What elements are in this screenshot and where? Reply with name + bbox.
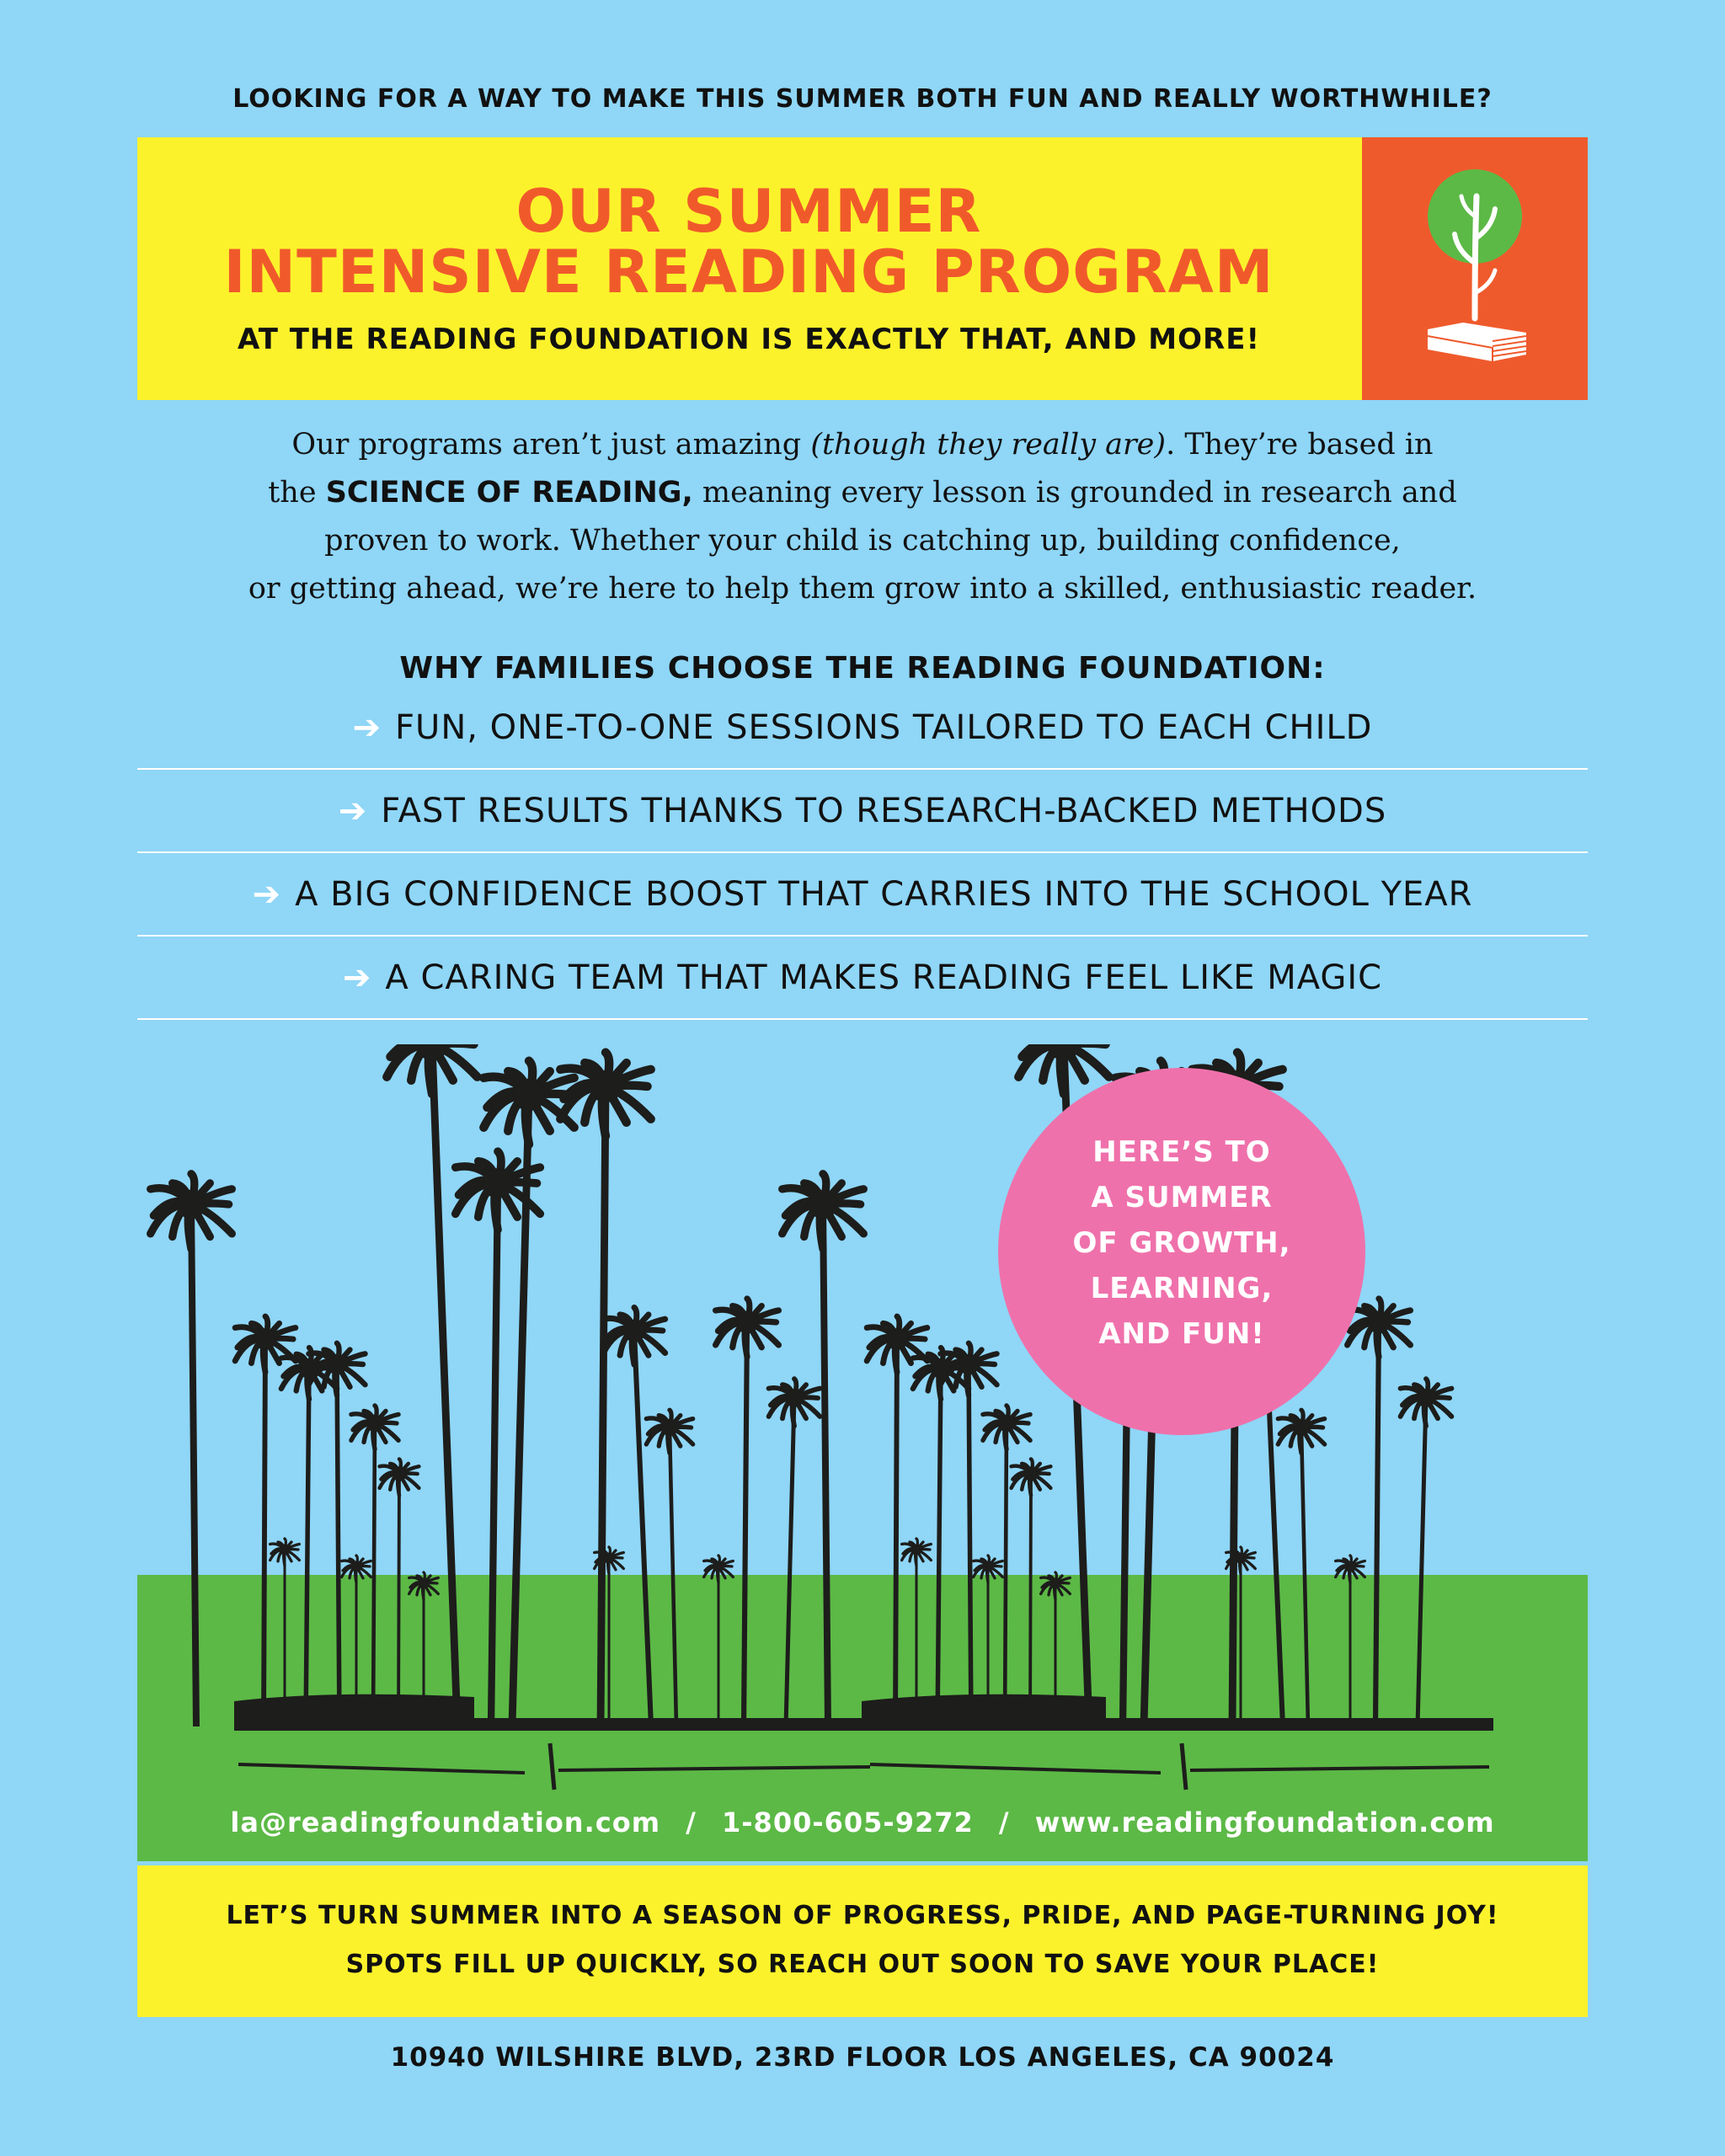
- list-item: ➔ A CARING TEAM THAT MAKES READING FEEL LIKE MAGIC: [137, 937, 1588, 1020]
- top-kicker: LOOKING FOR A WAY TO MAKE THIS SUMMER BOTH FUN AND REALLY WORTHWHILE?: [232, 84, 1493, 114]
- palm-crown: [623, 1320, 644, 1341]
- header-band: [137, 137, 1588, 400]
- palm-crown: [785, 1389, 803, 1406]
- palm-crown: [998, 1415, 1014, 1431]
- footer-band: [137, 1865, 1588, 2017]
- footer-line-1: LET’S TURN SUMMER INTO A SEASON OF PROGRESS, PRIDE, AND PAGE-TURNING JOY!: [226, 1901, 1499, 1930]
- separator: /: [686, 1806, 697, 1838]
- palm-trunk: [969, 1364, 971, 1726]
- palm-crown: [1050, 1578, 1060, 1588]
- header-subtitle: AT THE READING FOUNDATION IS EXACTLY THAT, AND MORE!: [238, 323, 1260, 356]
- phone-link[interactable]: 1-800-605-9272: [722, 1806, 974, 1838]
- palm-crown: [255, 1329, 276, 1350]
- list-item: ➔ FAST RESULTS THANKS TO RESEARCH-BACKED METHODS: [137, 770, 1588, 853]
- palm-crown: [280, 1545, 290, 1555]
- palm-crown: [1368, 1311, 1390, 1333]
- arrow-right-icon: ➔: [252, 874, 282, 914]
- palm-crown: [1417, 1389, 1434, 1406]
- palm-crown: [351, 1561, 361, 1572]
- palm-crown: [1024, 1467, 1038, 1481]
- palm-tree-scene: [137, 1044, 1588, 1861]
- address: 10940 WILSHIRE BLVD, 23RD FLOOR LOS ANGELES, CA 90024: [390, 2042, 1335, 2073]
- palm-crown: [1293, 1419, 1309, 1435]
- palm-crown: [713, 1561, 724, 1572]
- title-line-1: OUR SUMMER: [515, 177, 982, 246]
- palm-trunk: [373, 1423, 375, 1726]
- palm-crown: [1236, 1553, 1246, 1563]
- palm-trunk: [337, 1364, 339, 1726]
- benefits-title: WHY FAMILIES CHOOSE THE READING FOUNDATION:: [399, 651, 1326, 686]
- arrow-right-icon: ➔: [338, 791, 368, 830]
- palm-crown: [959, 1354, 978, 1374]
- palm-crown: [887, 1329, 908, 1350]
- intro-italic: (though they really are): [810, 428, 1167, 462]
- palm-crown: [736, 1311, 758, 1333]
- page-title: [137, 177, 1360, 307]
- logo: [1362, 137, 1588, 400]
- palm-crown: [483, 1169, 513, 1198]
- sprout-book-icon: [1362, 137, 1588, 400]
- title-line-2: INTENSIVE READING PROGRAM: [223, 237, 1274, 307]
- palm-crown: [661, 1419, 677, 1435]
- list-item: ➔ A BIG CONFIDENCE BOOST THAT CARRIES INTO THE SCHOOL YEAR: [137, 853, 1588, 937]
- palm-trunk: [398, 1474, 399, 1726]
- palm-trunk: [1030, 1474, 1031, 1726]
- separator: /: [998, 1806, 1010, 1838]
- palm-crown: [590, 1070, 621, 1102]
- palm-crown: [393, 1467, 406, 1481]
- website-link[interactable]: www.readingfoundation.com: [1034, 1806, 1495, 1838]
- palm-crown: [604, 1553, 614, 1563]
- benefits-list: [137, 686, 1588, 1020]
- palm-crown: [419, 1578, 429, 1588]
- list-item: ➔ FUN, ONE-TO-ONE SESSIONS TAILORED TO EACH CHILD: [137, 686, 1588, 770]
- palm-crown: [911, 1545, 921, 1555]
- palm-crown: [809, 1190, 836, 1218]
- contact-line: [137, 1806, 1588, 1838]
- palm-crown: [327, 1354, 346, 1374]
- summer-badge: HERE’S TO A SUMMER OF GROWTH, LEARNING, AND FUN!: [998, 1068, 1365, 1435]
- palm-crown: [983, 1561, 993, 1572]
- email-link[interactable]: la@readingfoundation.com: [230, 1806, 661, 1838]
- arrow-right-icon: ➔: [352, 707, 382, 747]
- palm-crown: [366, 1415, 382, 1431]
- palm-trunk: [895, 1339, 897, 1726]
- science-of-reading: SCIENCE OF READING,: [325, 476, 693, 510]
- palm-trunk: [744, 1322, 747, 1726]
- arrow-right-icon: ➔: [342, 958, 372, 997]
- intro-paragraph: Our programs aren’t just amazing (though they really are). They’re based in the SCIENCE OF READING, meaning every lesson is grounded in research and proven to work. Whether your child is catching up, building confidence, or getting ahead, we’re here to help them grow into a skilled, enthusiastic reader.: [248, 428, 1477, 606]
- palm-trunk: [1005, 1423, 1007, 1726]
- palm-trunk: [264, 1339, 265, 1726]
- palm-trunk: [1375, 1322, 1379, 1726]
- footer-line-2: SPOTS FILL UP QUICKLY, SO REACH OUT SOON TO SAVE YOUR PLACE!: [345, 1950, 1380, 1979]
- palm-trunk: [601, 1086, 606, 1726]
- palm-crown: [1345, 1561, 1355, 1572]
- palm-crown: [177, 1190, 205, 1218]
- palm-crown: [513, 1079, 544, 1110]
